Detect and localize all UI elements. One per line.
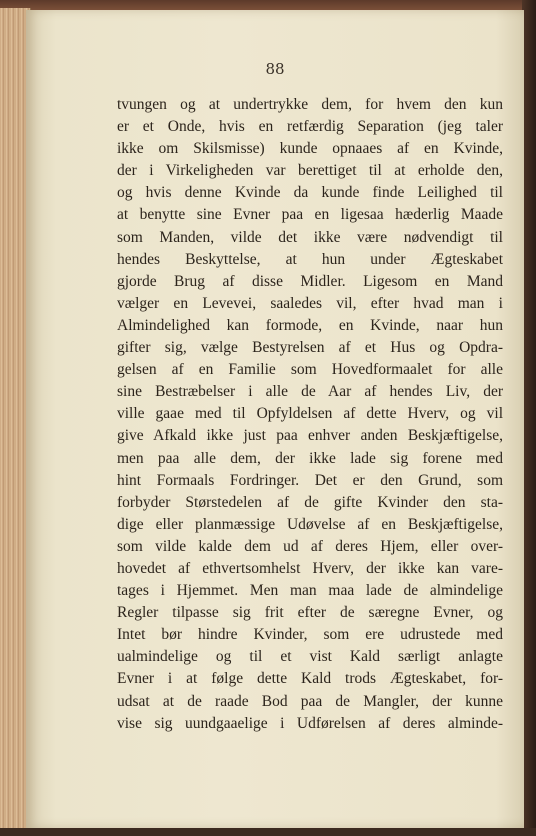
text-line: gelsen af en Familie som Hovedformaalet for alle <box>117 361 503 379</box>
book-cover-right-edge <box>522 0 536 836</box>
text-line: ualmindelige og til et vist Kald særligt anlagte <box>117 648 503 666</box>
text-line: give Afkald ikke just paa enhver anden Beskjæftigelse, <box>117 427 503 445</box>
page-number: 88 <box>265 60 285 78</box>
text-line: vise sig uundgaaelige i Udførelsen af deres alminde- <box>117 714 503 732</box>
text-line: tages i Hjemmet. Men man maa lade de almindelige <box>117 582 503 600</box>
text-line: gjorde Brug af disse Midler. Ligesom en Mand <box>117 272 503 290</box>
text-line: som vilde kalde dem ud af deres Hjem, eller over- <box>117 537 503 555</box>
text-line: ville gaae med til Opfyldelsen af dette Hverv, og vil <box>117 405 503 423</box>
text-line: dige eller planmæssige Udøvelse af en Beskjæftigelse, <box>117 515 503 533</box>
text-line: udsat at de raade Bod paa de Mangler, der kunne <box>117 692 503 710</box>
text-line: er et Onde, hvis en retfærdig Separation (jeg taler <box>117 118 503 136</box>
text-line: at benytte sine Evner paa en ligesaa hæderlig Maade <box>117 206 503 224</box>
body-text <box>117 94 503 735</box>
book-cover-bottom-edge <box>0 828 536 836</box>
text-line: Intet bør hindre Kvinder, som ere udrustede med <box>117 626 503 644</box>
text-line: men paa alle dem, der ikke lade sig forene med <box>117 449 503 467</box>
book-page <box>26 10 524 828</box>
text-line: Regler tilpasse sig frit efter de særegne Evner, og <box>117 604 503 622</box>
text-line: der i Virkeligheden var berettiget til at erholde den, <box>117 162 503 180</box>
text-line: hint Formaals Fordringer. Det er den Grund, som <box>117 471 503 489</box>
book-cover-top-edge <box>0 0 536 10</box>
text-line: vælger en Levevei, saaledes vil, efter hvad man i <box>117 294 503 312</box>
text-line: hendes Beskyttelse, at hun under Ægteskabet <box>117 250 503 268</box>
text-line: Evner i at følge dette Kald trods Ægteskabet, for- <box>117 670 503 688</box>
text-line: forbyder Størstedelen af de gifte Kvinder den sta- <box>117 493 503 511</box>
text-line: gifter sig, vælge Bestyrelsen af et Hus og Opdra- <box>117 339 503 357</box>
text-line: hovedet af ethvertsomhelst Hverv, der ikke kan vare- <box>117 559 503 577</box>
text-line: som Manden, vilde det ikke være nødvendigt til <box>117 228 503 246</box>
text-line: Almindelighed kan formode, en Kvinde, naar hun <box>117 316 503 334</box>
text-line: ikke om Skilsmisse) kunde opnaaes af en Kvinde, <box>117 140 503 158</box>
text-line: og hvis denne Kvinde da kunde finde Leilighed til <box>117 184 503 202</box>
text-line: sine Bestræbelser i alle de Aar af hendes Liv, der <box>117 383 503 401</box>
text-line: tvungen og at undertrykke dem, for hvem den kun <box>117 96 503 113</box>
